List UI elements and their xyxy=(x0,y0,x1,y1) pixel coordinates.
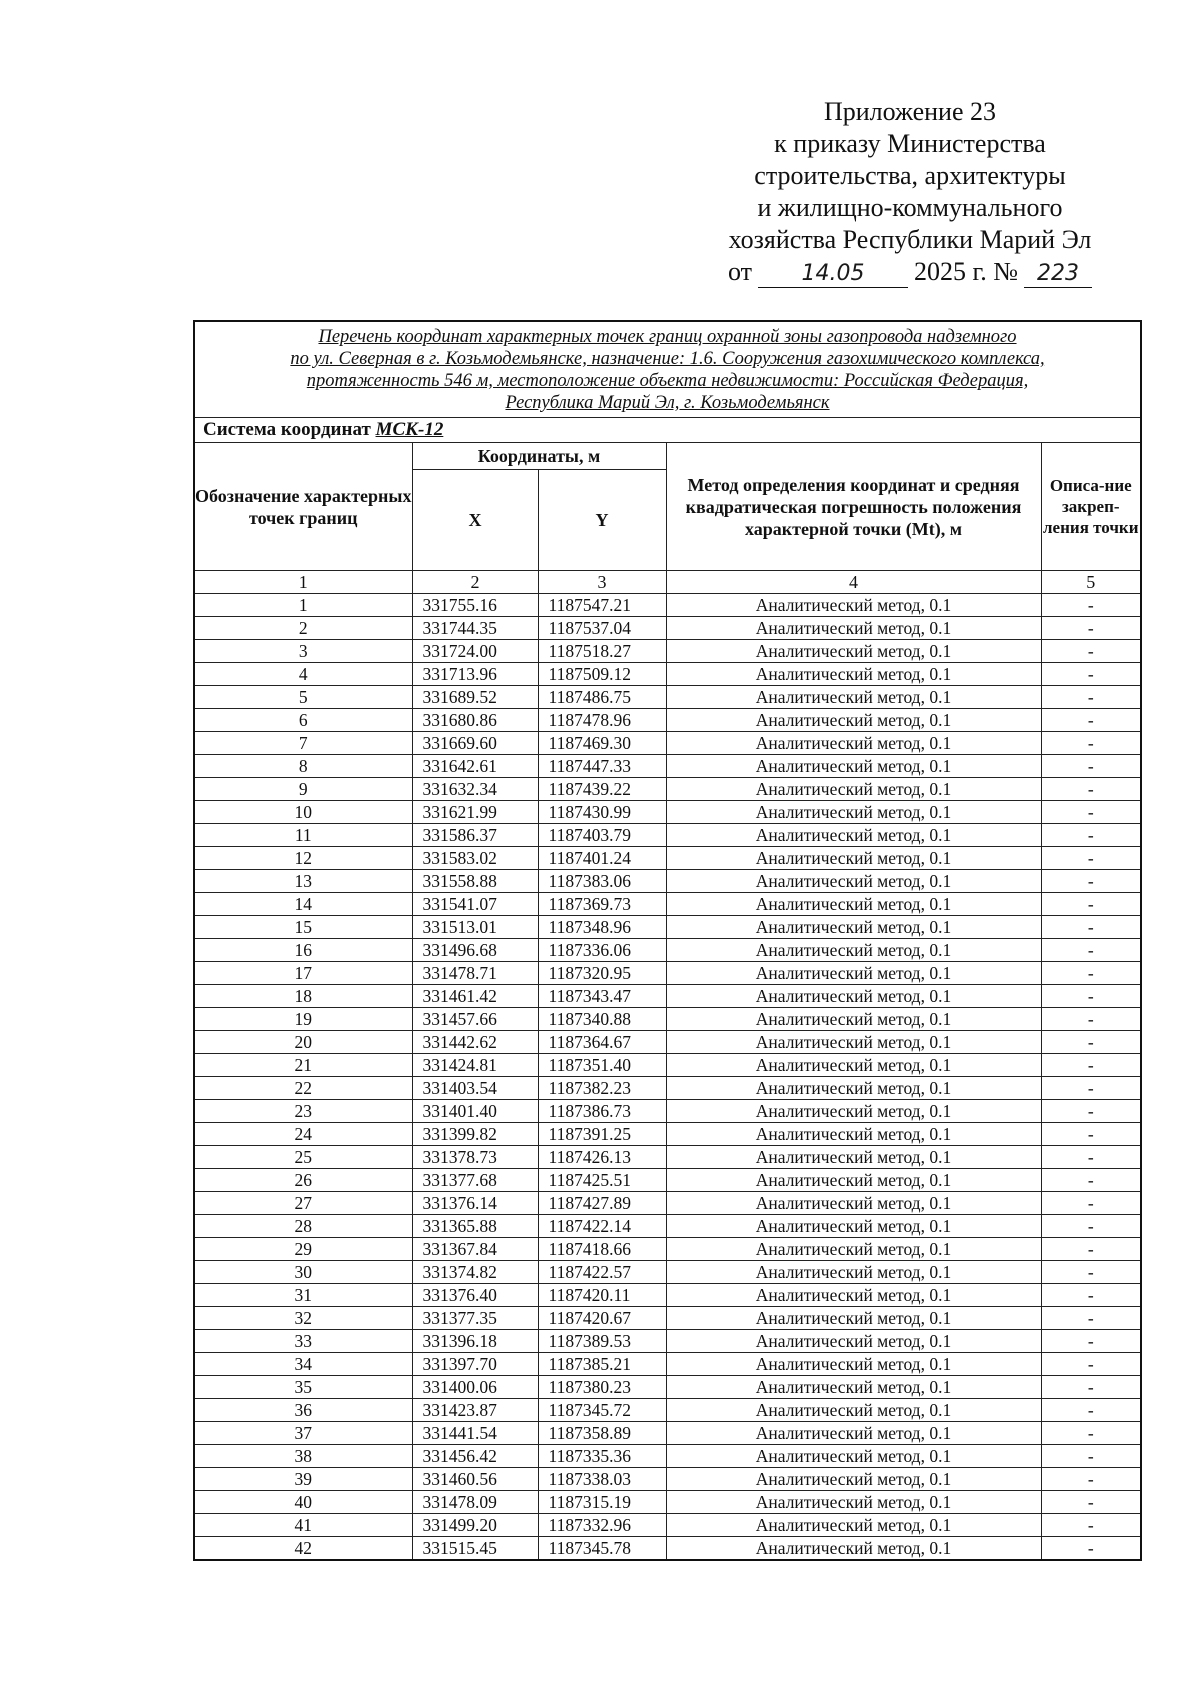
description-cell: - xyxy=(1041,1261,1141,1284)
x-coordinate-cell: 331377.68 xyxy=(412,1169,538,1192)
x-coordinate-cell: 331499.20 xyxy=(412,1514,538,1537)
method-cell: Аналитический метод, 0.1 xyxy=(666,985,1041,1008)
method-cell: Аналитический метод, 0.1 xyxy=(666,916,1041,939)
method-cell: Аналитический метод, 0.1 xyxy=(666,870,1041,893)
description-cell: - xyxy=(1041,1468,1141,1491)
method-cell: Аналитический метод, 0.1 xyxy=(666,1077,1041,1100)
x-coordinate-cell: 331424.81 xyxy=(412,1054,538,1077)
method-cell: Аналитический метод, 0.1 xyxy=(666,1353,1041,1376)
x-coordinate-cell: 331376.14 xyxy=(412,1192,538,1215)
y-coordinate-cell: 1187469.30 xyxy=(538,732,666,755)
column-number: 3 xyxy=(538,571,666,594)
title-line-4: Республика Марий Эл, г. Козьмодемьянск xyxy=(505,393,830,413)
description-cell: - xyxy=(1041,1284,1141,1307)
x-coordinate-cell: 331377.35 xyxy=(412,1307,538,1330)
method-cell: Аналитический метод, 0.1 xyxy=(666,1376,1041,1399)
description-cell: - xyxy=(1041,1215,1141,1238)
description-cell: - xyxy=(1041,870,1141,893)
point-id-cell: 41 xyxy=(194,1514,412,1537)
point-id-cell: 28 xyxy=(194,1215,412,1238)
header-row-1 xyxy=(194,443,1141,470)
table-row xyxy=(194,640,1141,663)
title-line-2: по ул. Северная в г. Козьмодемьянске, назначение: 1.6. Сооружения газохимического комплекса, xyxy=(290,349,1045,369)
description-cell: - xyxy=(1041,1445,1141,1468)
y-coordinate-cell: 1187420.67 xyxy=(538,1307,666,1330)
order-reference-line: к приказу Министерства xyxy=(774,129,1046,158)
y-coordinate-cell: 1187422.14 xyxy=(538,1215,666,1238)
description-cell: - xyxy=(1041,617,1141,640)
point-id-cell: 36 xyxy=(194,1399,412,1422)
point-id-cell: 21 xyxy=(194,1054,412,1077)
x-coordinate-cell: 331399.82 xyxy=(412,1123,538,1146)
description-cell: - xyxy=(1041,1169,1141,1192)
x-coordinate-cell: 331632.34 xyxy=(412,778,538,801)
point-id-cell: 9 xyxy=(194,778,412,801)
y-coordinate-cell: 1187358.89 xyxy=(538,1422,666,1445)
x-coordinate-cell: 331423.87 xyxy=(412,1399,538,1422)
from-label: от xyxy=(727,257,752,286)
description-cell: - xyxy=(1041,1054,1141,1077)
method-cell: Аналитический метод, 0.1 xyxy=(666,893,1041,916)
description-cell: - xyxy=(1041,778,1141,801)
description-cell: - xyxy=(1041,1077,1141,1100)
method-cell: Аналитический метод, 0.1 xyxy=(666,1537,1041,1561)
method-cell: Аналитический метод, 0.1 xyxy=(666,1031,1041,1054)
point-id-cell: 16 xyxy=(194,939,412,962)
header-y: Y xyxy=(538,470,666,571)
description-cell: - xyxy=(1041,1146,1141,1169)
description-cell: - xyxy=(1041,801,1141,824)
y-coordinate-cell: 1187386.73 xyxy=(538,1100,666,1123)
x-coordinate-cell: 331680.86 xyxy=(412,709,538,732)
table-row xyxy=(194,824,1141,847)
table-row xyxy=(194,1422,1141,1445)
description-cell: - xyxy=(1041,939,1141,962)
table-row xyxy=(194,1100,1141,1123)
table-row xyxy=(194,1238,1141,1261)
point-id-cell: 24 xyxy=(194,1123,412,1146)
description-cell: - xyxy=(1041,847,1141,870)
x-coordinate-cell: 331583.02 xyxy=(412,847,538,870)
description-cell: - xyxy=(1041,1330,1141,1353)
method-cell: Аналитический метод, 0.1 xyxy=(666,1445,1041,1468)
x-coordinate-cell: 331376.40 xyxy=(412,1284,538,1307)
y-coordinate-cell: 1187335.36 xyxy=(538,1445,666,1468)
y-coordinate-cell: 1187332.96 xyxy=(538,1514,666,1537)
table-row xyxy=(194,617,1141,640)
point-id-cell: 3 xyxy=(194,640,412,663)
method-cell: Аналитический метод, 0.1 xyxy=(666,1261,1041,1284)
table-row xyxy=(194,1008,1141,1031)
method-cell: Аналитический метод, 0.1 xyxy=(666,801,1041,824)
x-coordinate-cell: 331442.62 xyxy=(412,1031,538,1054)
y-coordinate-cell: 1187338.03 xyxy=(538,1468,666,1491)
description-cell: - xyxy=(1041,1537,1141,1561)
method-cell: Аналитический метод, 0.1 xyxy=(666,939,1041,962)
y-coordinate-cell: 1187382.23 xyxy=(538,1077,666,1100)
point-id-cell: 30 xyxy=(194,1261,412,1284)
title-line-3: протяженность 546 м, местоположение объекта недвижимости: Российская Федерация, xyxy=(306,371,1029,391)
column-numbers-row xyxy=(194,571,1141,594)
handwritten-date: 14.05 xyxy=(758,261,908,288)
crs-label: Система координат xyxy=(203,419,371,440)
x-coordinate-cell: 331400.06 xyxy=(412,1376,538,1399)
description-cell: - xyxy=(1041,1031,1141,1054)
table-row xyxy=(194,939,1141,962)
table-row xyxy=(194,801,1141,824)
y-coordinate-cell: 1187315.19 xyxy=(538,1491,666,1514)
x-coordinate-cell: 331496.68 xyxy=(412,939,538,962)
point-id-cell: 10 xyxy=(194,801,412,824)
x-coordinate-cell: 331621.99 xyxy=(412,801,538,824)
x-coordinate-cell: 331441.54 xyxy=(412,1422,538,1445)
table-row xyxy=(194,1468,1141,1491)
table-row xyxy=(194,663,1141,686)
method-cell: Аналитический метод, 0.1 xyxy=(666,1215,1041,1238)
y-coordinate-cell: 1187336.06 xyxy=(538,939,666,962)
x-coordinate-cell: 331669.60 xyxy=(412,732,538,755)
table-row xyxy=(194,1123,1141,1146)
point-id-cell: 31 xyxy=(194,1284,412,1307)
point-id-cell: 26 xyxy=(194,1169,412,1192)
y-coordinate-cell: 1187430.99 xyxy=(538,801,666,824)
point-id-cell: 32 xyxy=(194,1307,412,1330)
description-cell: - xyxy=(1041,594,1141,617)
table-row xyxy=(194,594,1141,617)
table-row xyxy=(194,1284,1141,1307)
table-row xyxy=(194,686,1141,709)
y-coordinate-cell: 1187403.79 xyxy=(538,824,666,847)
header-method: Метод определения координат и средняя квадратическая погрешность положения характерной точки (Mt), м xyxy=(666,443,1041,571)
table-row xyxy=(194,1054,1141,1077)
method-cell: Аналитический метод, 0.1 xyxy=(666,686,1041,709)
method-cell: Аналитический метод, 0.1 xyxy=(666,755,1041,778)
point-id-cell: 33 xyxy=(194,1330,412,1353)
point-id-cell: 8 xyxy=(194,755,412,778)
point-id-cell: 22 xyxy=(194,1077,412,1100)
column-number: 5 xyxy=(1041,571,1141,594)
method-cell: Аналитический метод, 0.1 xyxy=(666,1307,1041,1330)
y-coordinate-cell: 1187439.22 xyxy=(538,778,666,801)
x-coordinate-cell: 331403.54 xyxy=(412,1077,538,1100)
point-id-cell: 2 xyxy=(194,617,412,640)
point-id-cell: 12 xyxy=(194,847,412,870)
point-id-cell: 23 xyxy=(194,1100,412,1123)
method-cell: Аналитический метод, 0.1 xyxy=(666,1468,1041,1491)
method-cell: Аналитический метод, 0.1 xyxy=(666,1399,1041,1422)
description-cell: - xyxy=(1041,1307,1141,1330)
method-cell: Аналитический метод, 0.1 xyxy=(666,824,1041,847)
x-coordinate-cell: 331365.88 xyxy=(412,1215,538,1238)
method-cell: Аналитический метод, 0.1 xyxy=(666,732,1041,755)
point-id-cell: 38 xyxy=(194,1445,412,1468)
y-coordinate-cell: 1187391.25 xyxy=(538,1123,666,1146)
method-cell: Аналитический метод, 0.1 xyxy=(666,1054,1041,1077)
point-id-cell: 4 xyxy=(194,663,412,686)
method-cell: Аналитический метод, 0.1 xyxy=(666,1169,1041,1192)
table-row xyxy=(194,1215,1141,1238)
description-cell: - xyxy=(1041,1491,1141,1514)
year-number-label: 2025 г. № xyxy=(913,257,1019,286)
appendix-header xyxy=(690,96,1130,288)
method-cell: Аналитический метод, 0.1 xyxy=(666,962,1041,985)
x-coordinate-cell: 331397.70 xyxy=(412,1353,538,1376)
x-coordinate-cell: 331378.73 xyxy=(412,1146,538,1169)
table-row xyxy=(194,1399,1141,1422)
y-coordinate-cell: 1187369.73 xyxy=(538,893,666,916)
point-id-cell: 19 xyxy=(194,1008,412,1031)
table-row xyxy=(194,732,1141,755)
point-id-cell: 34 xyxy=(194,1353,412,1376)
x-coordinate-cell: 331755.16 xyxy=(412,594,538,617)
table-row xyxy=(194,755,1141,778)
point-id-cell: 17 xyxy=(194,962,412,985)
column-number: 2 xyxy=(412,571,538,594)
ministry-line-2: и жилищно-коммунального xyxy=(757,193,1063,222)
order-date-line xyxy=(690,256,1130,288)
y-coordinate-cell: 1187351.40 xyxy=(538,1054,666,1077)
table-row xyxy=(194,1261,1141,1284)
method-cell: Аналитический метод, 0.1 xyxy=(666,594,1041,617)
y-coordinate-cell: 1187345.78 xyxy=(538,1537,666,1561)
x-coordinate-cell: 331744.35 xyxy=(412,617,538,640)
crs-row xyxy=(194,418,1141,443)
x-coordinate-cell: 331367.84 xyxy=(412,1238,538,1261)
point-id-cell: 13 xyxy=(194,870,412,893)
y-coordinate-cell: 1187389.53 xyxy=(538,1330,666,1353)
description-cell: - xyxy=(1041,1514,1141,1537)
table-row xyxy=(194,778,1141,801)
table-row xyxy=(194,1491,1141,1514)
description-cell: - xyxy=(1041,709,1141,732)
y-coordinate-cell: 1187340.88 xyxy=(538,1008,666,1031)
description-cell: - xyxy=(1041,824,1141,847)
x-coordinate-cell: 331460.56 xyxy=(412,1468,538,1491)
method-cell: Аналитический метод, 0.1 xyxy=(666,1491,1041,1514)
table-title xyxy=(194,321,1141,418)
point-id-cell: 35 xyxy=(194,1376,412,1399)
method-cell: Аналитический метод, 0.1 xyxy=(666,709,1041,732)
method-cell: Аналитический метод, 0.1 xyxy=(666,1422,1041,1445)
table-row xyxy=(194,870,1141,893)
description-cell: - xyxy=(1041,1376,1141,1399)
table-body xyxy=(194,594,1141,1561)
coordinate-system xyxy=(194,418,1141,443)
table-row xyxy=(194,1146,1141,1169)
y-coordinate-cell: 1187401.24 xyxy=(538,847,666,870)
method-cell: Аналитический метод, 0.1 xyxy=(666,1123,1041,1146)
description-cell: - xyxy=(1041,1100,1141,1123)
table-row xyxy=(194,893,1141,916)
description-cell: - xyxy=(1041,640,1141,663)
description-cell: - xyxy=(1041,1192,1141,1215)
y-coordinate-cell: 1187447.33 xyxy=(538,755,666,778)
x-coordinate-cell: 331457.66 xyxy=(412,1008,538,1031)
point-id-cell: 29 xyxy=(194,1238,412,1261)
y-coordinate-cell: 1187383.06 xyxy=(538,870,666,893)
x-coordinate-cell: 331689.52 xyxy=(412,686,538,709)
description-cell: - xyxy=(1041,1399,1141,1422)
y-coordinate-cell: 1187426.13 xyxy=(538,1146,666,1169)
description-cell: - xyxy=(1041,686,1141,709)
x-coordinate-cell: 331541.07 xyxy=(412,893,538,916)
x-coordinate-cell: 331478.71 xyxy=(412,962,538,985)
point-id-cell: 39 xyxy=(194,1468,412,1491)
method-cell: Аналитический метод, 0.1 xyxy=(666,1238,1041,1261)
y-coordinate-cell: 1187427.89 xyxy=(538,1192,666,1215)
x-coordinate-cell: 331642.61 xyxy=(412,755,538,778)
description-cell: - xyxy=(1041,1422,1141,1445)
appendix-number: Приложение 23 xyxy=(823,97,997,126)
y-coordinate-cell: 1187418.66 xyxy=(538,1238,666,1261)
x-coordinate-cell: 331374.82 xyxy=(412,1261,538,1284)
description-cell: - xyxy=(1041,916,1141,939)
method-cell: Аналитический метод, 0.1 xyxy=(666,617,1041,640)
point-id-cell: 20 xyxy=(194,1031,412,1054)
table-row xyxy=(194,1353,1141,1376)
description-cell: - xyxy=(1041,663,1141,686)
table-row xyxy=(194,847,1141,870)
table-row xyxy=(194,1307,1141,1330)
method-cell: Аналитический метод, 0.1 xyxy=(666,1100,1041,1123)
y-coordinate-cell: 1187425.51 xyxy=(538,1169,666,1192)
y-coordinate-cell: 1187478.96 xyxy=(538,709,666,732)
y-coordinate-cell: 1187420.11 xyxy=(538,1284,666,1307)
method-cell: Аналитический метод, 0.1 xyxy=(666,1514,1041,1537)
header-coordinates: Координаты, м xyxy=(412,443,666,470)
description-cell: - xyxy=(1041,1353,1141,1376)
crs-value: МСК-12 xyxy=(375,419,444,440)
y-coordinate-cell: 1187385.21 xyxy=(538,1353,666,1376)
x-coordinate-cell: 331456.42 xyxy=(412,1445,538,1468)
description-cell: - xyxy=(1041,1123,1141,1146)
point-id-cell: 18 xyxy=(194,985,412,1008)
table-row xyxy=(194,962,1141,985)
method-cell: Аналитический метод, 0.1 xyxy=(666,1008,1041,1031)
method-cell: Аналитический метод, 0.1 xyxy=(666,663,1041,686)
ministry-line-1: строительства, архитектуры xyxy=(754,161,1066,190)
method-cell: Аналитический метод, 0.1 xyxy=(666,778,1041,801)
y-coordinate-cell: 1187320.95 xyxy=(538,962,666,985)
ministry-line-3: хозяйства Республики Марий Эл xyxy=(728,225,1092,254)
header-description: Описа-ние закреп-ления точки xyxy=(1041,443,1141,571)
y-coordinate-cell: 1187422.57 xyxy=(538,1261,666,1284)
point-id-cell: 14 xyxy=(194,893,412,916)
description-cell: - xyxy=(1041,962,1141,985)
y-coordinate-cell: 1187348.96 xyxy=(538,916,666,939)
table-row xyxy=(194,1077,1141,1100)
point-id-cell: 25 xyxy=(194,1146,412,1169)
table-row xyxy=(194,916,1141,939)
x-coordinate-cell: 331461.42 xyxy=(412,985,538,1008)
header-point: Обозначение характерных точек границ xyxy=(194,443,412,571)
point-id-cell: 42 xyxy=(194,1537,412,1561)
y-coordinate-cell: 1187345.72 xyxy=(538,1399,666,1422)
y-coordinate-cell: 1187518.27 xyxy=(538,640,666,663)
column-number: 1 xyxy=(194,571,412,594)
point-id-cell: 6 xyxy=(194,709,412,732)
description-cell: - xyxy=(1041,985,1141,1008)
table-row xyxy=(194,1537,1141,1561)
table-title-row xyxy=(194,321,1141,418)
x-coordinate-cell: 331713.96 xyxy=(412,663,538,686)
x-coordinate-cell: 331515.45 xyxy=(412,1537,538,1561)
point-id-cell: 40 xyxy=(194,1491,412,1514)
y-coordinate-cell: 1187364.67 xyxy=(538,1031,666,1054)
x-coordinate-cell: 331558.88 xyxy=(412,870,538,893)
point-id-cell: 11 xyxy=(194,824,412,847)
column-number: 4 xyxy=(666,571,1041,594)
method-cell: Аналитический метод, 0.1 xyxy=(666,1192,1041,1215)
x-coordinate-cell: 331586.37 xyxy=(412,824,538,847)
header-x: X xyxy=(412,470,538,571)
method-cell: Аналитический метод, 0.1 xyxy=(666,1146,1041,1169)
method-cell: Аналитический метод, 0.1 xyxy=(666,1330,1041,1353)
description-cell: - xyxy=(1041,1008,1141,1031)
description-cell: - xyxy=(1041,732,1141,755)
x-coordinate-cell: 331724.00 xyxy=(412,640,538,663)
table-row xyxy=(194,1031,1141,1054)
table-row xyxy=(194,1169,1141,1192)
y-coordinate-cell: 1187547.21 xyxy=(538,594,666,617)
x-coordinate-cell: 331478.09 xyxy=(412,1491,538,1514)
table-row xyxy=(194,1445,1141,1468)
table-row xyxy=(194,1192,1141,1215)
point-id-cell: 1 xyxy=(194,594,412,617)
table-row xyxy=(194,709,1141,732)
handwritten-order-number: 223 xyxy=(1024,261,1092,288)
x-coordinate-cell: 331396.18 xyxy=(412,1330,538,1353)
coordinates-table xyxy=(193,320,1142,1561)
table-row xyxy=(194,985,1141,1008)
point-id-cell: 15 xyxy=(194,916,412,939)
point-id-cell: 37 xyxy=(194,1422,412,1445)
description-cell: - xyxy=(1041,1238,1141,1261)
x-coordinate-cell: 331401.40 xyxy=(412,1100,538,1123)
description-cell: - xyxy=(1041,893,1141,916)
method-cell: Аналитический метод, 0.1 xyxy=(666,1284,1041,1307)
y-coordinate-cell: 1187343.47 xyxy=(538,985,666,1008)
y-coordinate-cell: 1187537.04 xyxy=(538,617,666,640)
method-cell: Аналитический метод, 0.1 xyxy=(666,847,1041,870)
table-row xyxy=(194,1330,1141,1353)
point-id-cell: 5 xyxy=(194,686,412,709)
table-row xyxy=(194,1514,1141,1537)
point-id-cell: 7 xyxy=(194,732,412,755)
point-id-cell: 27 xyxy=(194,1192,412,1215)
method-cell: Аналитический метод, 0.1 xyxy=(666,640,1041,663)
title-line-1: Перечень координат характерных точек границ охранной зоны газопровода надземного xyxy=(318,327,1017,347)
y-coordinate-cell: 1187509.12 xyxy=(538,663,666,686)
y-coordinate-cell: 1187486.75 xyxy=(538,686,666,709)
x-coordinate-cell: 331513.01 xyxy=(412,916,538,939)
y-coordinate-cell: 1187380.23 xyxy=(538,1376,666,1399)
description-cell: - xyxy=(1041,755,1141,778)
table-row xyxy=(194,1376,1141,1399)
